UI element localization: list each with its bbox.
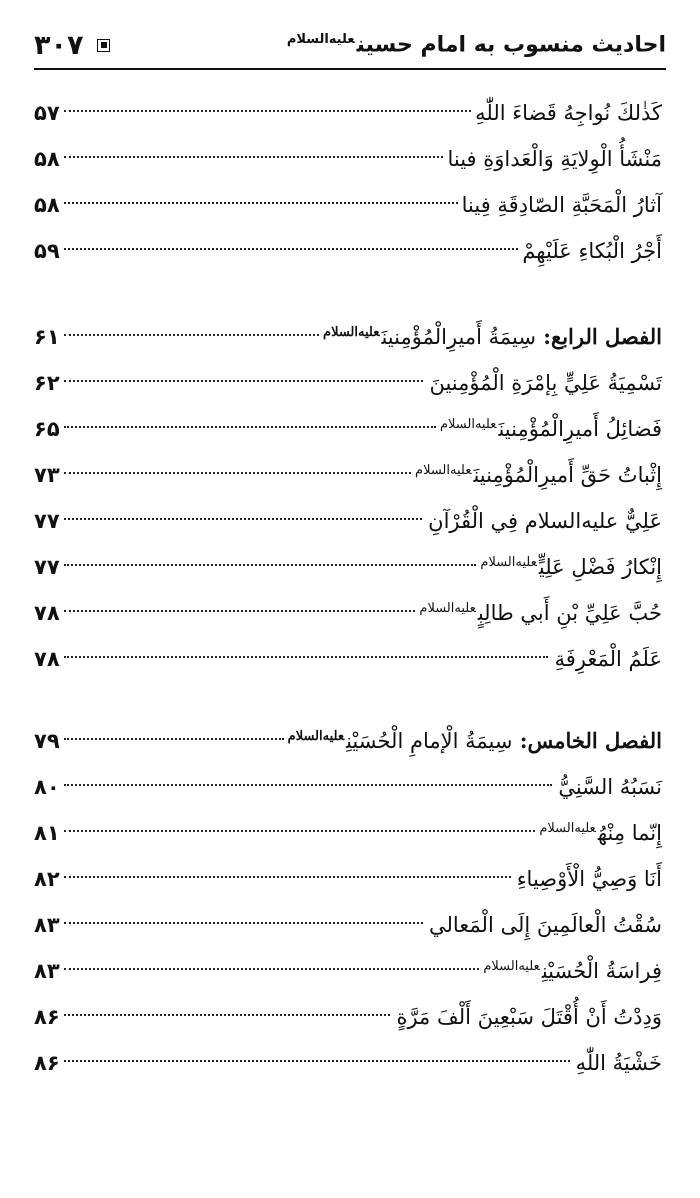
entry-title [556,760,666,810]
header-rule [34,68,666,70]
entry-title [427,898,666,948]
entry-page: ۸۶ [34,1051,60,1075]
dot-leader [64,379,424,382]
toc-section-heading[interactable] [34,714,666,760]
entry-text: تَسْمِيَةُ عَلِيٍّ بِإمْرَةِ الْمُؤْمِنينَ [429,371,662,395]
entry-title [440,402,666,452]
dot-leader [64,471,411,474]
dot-leader [64,563,477,566]
salutation-mark: علیه‌السلام [539,821,596,836]
dot-leader [64,333,319,336]
toc-entry[interactable] [34,356,666,402]
entry-title: أَجْرُ الْبُكاءِ عَلَيْهِمْ [522,239,662,263]
entry-title: آثارُ الْمَحَبَّةِ الصّادِقَةِ فِينا [461,193,662,217]
entry-text: وَدِدْتُ أَنْ أُقْتَلَ سَبْعِينَ أَلْفَ مَرَّةٍ [396,1005,662,1029]
entry-page: ۸۶ [34,1005,60,1029]
dot-leader [64,201,458,204]
dot-leader [64,247,519,250]
dot-leader [64,1059,570,1062]
header-square-ornament-icon [97,39,110,52]
entry-page: ۸۲ [34,867,60,891]
entry-title [539,806,666,856]
salutation-mark: علیه‌السلام [323,325,380,340]
entry-page: ۵۷ [34,101,60,125]
section-title [288,714,666,764]
dot-leader [64,155,444,158]
toc-entry[interactable] [34,806,666,852]
entry-title [480,540,666,590]
salutation-mark: علیه‌السلام [286,32,355,48]
toc-entry[interactable] [34,90,666,136]
toc-entry[interactable] [34,540,666,586]
entry-page: ۶۵ [34,417,60,441]
section-gap [34,274,666,310]
entry-text: عَلَمُ الْمَعْرِفَةِ [554,647,662,671]
dot-leader [64,783,553,786]
toc-entry[interactable] [34,990,666,1036]
entry-text: نَسَبُهُ السَّنِيُّ [558,775,662,799]
dot-leader [64,967,480,970]
salutation-mark: علیه‌السلام [439,417,497,432]
toc-entry[interactable] [34,228,666,274]
entry-title [515,852,666,902]
toc-section-heading[interactable] [34,310,666,356]
toc-entry[interactable] [34,632,666,678]
entry-page: ۷۷ [34,509,60,533]
entry-title: مَنْشَأُ الْوِلايَةِ وَالْعَداوَةِ فينا [447,147,662,171]
page-number: ۳۰۷ [34,29,84,61]
toc-entry[interactable] [34,898,666,944]
dot-leader [64,921,423,924]
entry-text: عَلِيٌّ علیه‌السلام فِي الْقُرْآنِ [428,509,662,533]
toc-entry[interactable] [34,760,666,806]
entry-text: فَضائِلُ أَميرِالْمُؤْمِنينَ [498,417,662,441]
entry-page: ۷۷ [34,555,60,579]
entry-title [415,448,666,498]
toc-entry[interactable] [34,944,666,990]
section-name: سِيمَةُ أَميرِالْمُؤْمِنينَ [381,325,536,349]
entry-text: فِراسَةُ الْحُسَيْنِ [541,959,662,983]
dot-leader [64,875,511,878]
toc-entry[interactable] [34,586,666,632]
dot-leader [64,829,536,832]
entry-text: أَنَا وَصِيُّ الْأَوْصِياءِ [516,867,662,891]
entry-title [394,990,666,1040]
section-label: الفصل الرابع: [543,324,662,349]
entry-title [426,494,666,544]
toc-entry[interactable] [34,402,666,448]
toc-entry[interactable] [34,494,666,540]
entry-title: كَذٰلكَ نُواجِهُ قَضاءَ اللّٰهِ [475,101,662,125]
salutation-mark: علیه‌السلام [415,463,472,478]
running-title: احادیث منسوب به امام حسین [356,32,666,58]
entry-title [427,356,666,406]
entry-page: ۵۹ [34,239,60,263]
entry-text: خَشْيَةُ اللّٰهِ [575,1051,662,1075]
running-header [34,24,666,66]
toc-entry[interactable] [34,1036,666,1082]
dot-leader [64,1013,391,1016]
dot-leader [64,655,549,658]
entry-page: ۸۳ [34,913,60,937]
toc-entry[interactable] [34,852,666,898]
toc-entry[interactable] [34,448,666,494]
salutation-mark: علیه‌السلام [480,555,537,570]
entry-text: إِنّما مِنْهُ [597,821,662,845]
entry-page: ۵۸ [34,193,60,217]
entry-page: ۸۱ [34,821,60,845]
entry-page: ۷۸ [34,601,60,625]
section-title [323,310,666,360]
table-of-contents [34,90,666,1082]
entry-text: سُقْتُ الْعالَمِينَ إِلَى الْمَعالي [428,913,662,937]
entry-text: إِنْكارُ فَضْلِ عَلِيٍّ [538,555,662,579]
dot-leader [64,609,416,612]
header-title-group [287,32,666,57]
entry-title [574,1036,666,1086]
entry-page: ۵۸ [34,147,60,171]
entry-title [419,586,666,636]
salutation-mark: علیه‌السلام [287,729,345,744]
salutation-mark: علیه‌السلام [483,959,540,974]
section-name: سِيمَةُ الْإمامِ الْحُسَيْنِ [346,729,513,753]
toc-entry[interactable] [34,182,666,228]
toc-entry[interactable] [34,136,666,182]
section-label: الفصل الخامس: [519,728,662,753]
entry-page: ۶۱ [34,325,60,349]
salutation-mark: علیه‌السلام [419,601,476,616]
entry-page: ۶۲ [34,371,60,395]
header-page-number-group [34,30,110,61]
dot-leader [64,109,471,112]
dot-leader [64,425,436,428]
entry-page: ۸۳ [34,959,60,983]
entry-text: إِثْباتُ حَقِّ أَميرِالْمُؤْمِنينَ [473,463,662,487]
entry-page: ۷۳ [34,463,60,487]
dot-leader [64,517,423,520]
entry-page: ۸۰ [34,775,60,799]
entry-page: ۷۸ [34,647,60,671]
entry-page: ۷۹ [34,729,60,753]
entry-title [552,632,666,682]
entry-text: حُبَّ عَلِيِّ بْنِ أَبي طالِبٍ [477,601,662,625]
entry-title [483,944,666,994]
dot-leader [64,737,284,740]
section-gap [34,678,666,714]
